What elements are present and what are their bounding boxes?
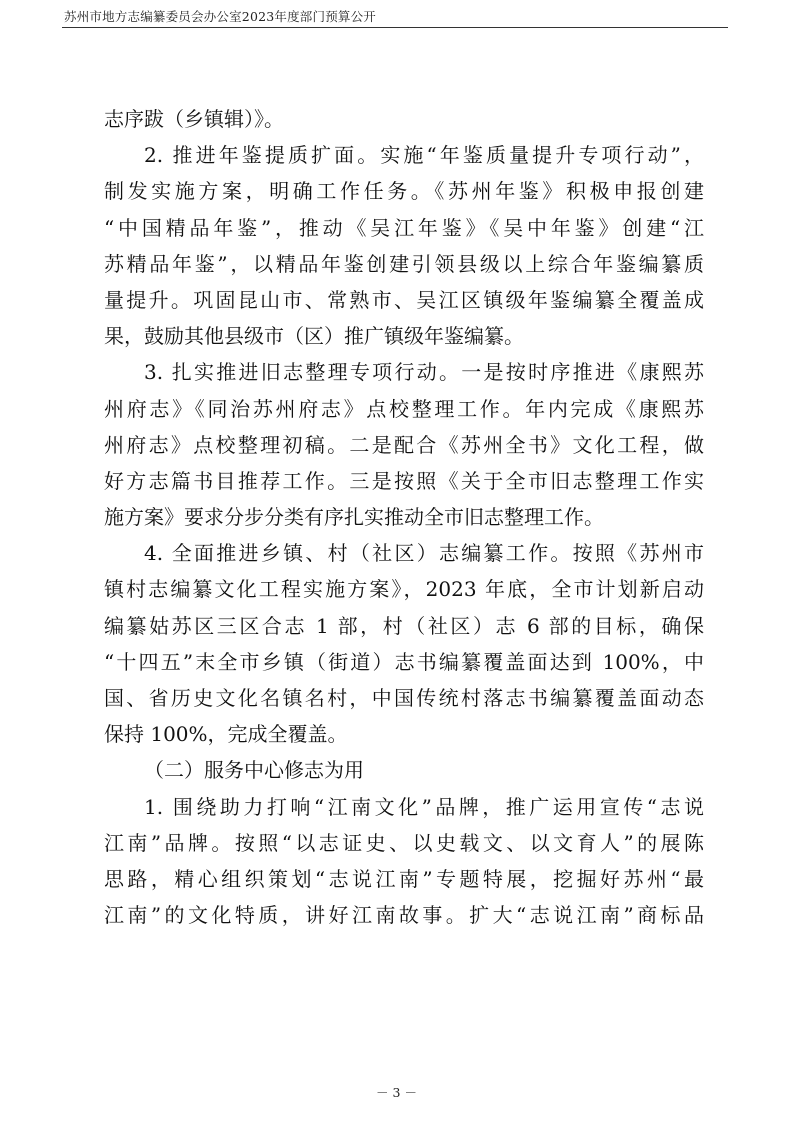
- text-line: 江南”品牌。按照“以志证史、以史载文、以文育人”的展陈: [104, 830, 704, 855]
- paragraph-first-line: 4. 全面推进乡镇、村（社区）志编纂工作。按照《苏州市: [144, 541, 704, 566]
- text-line: 苏精品年鉴”，以精品年鉴创建引领县级以上综合年鉴编纂质: [104, 251, 704, 276]
- text-line: 编纂姑苏区三区合志 1 部，村（社区）志 6 部的目标，确保: [104, 613, 704, 638]
- text-line: 好方志篇书目推荐工作。三是按照《关于全市旧志整理工作实: [104, 468, 704, 493]
- text-line: 国、省历史文化名镇名村，中国传统村落志书编纂覆盖面动态: [104, 686, 704, 710]
- text-line: 江南”的文化特质，讲好江南故事。扩大“志说江南”商标品: [104, 903, 704, 928]
- text-line: 镇村志编纂文化工程实施方案》，2023 年底，全市计划新启动: [104, 577, 704, 602]
- paragraph-first-line: 3. 扎实推进旧志整理专项行动。一是按时序推进《康熙苏: [144, 360, 704, 385]
- paragraph-first-line: 1. 围绕助力打响“江南文化”品牌，推广运用宣传“志说: [144, 794, 704, 819]
- text-line: “中国精品年鉴”，推动《吴江年鉴》《吴中年鉴》创建“江: [104, 215, 704, 240]
- text-line: 制发实施方案，明确工作任务。《苏州年鉴》积极申报创建: [104, 179, 704, 204]
- text-line: 施方案》要求分步分类有序扎实推动全市旧志整理工作。: [104, 505, 604, 530]
- text-line: “十四五”末全市乡镇（街道）志书编纂覆盖面达到 100%，中: [104, 649, 704, 674]
- text-line: 志序跋（乡镇辑）》。: [104, 107, 284, 131]
- paragraph-first-line: 2. 推进年鉴提质扩面。实施“年鉴质量提升专项行动”，: [144, 143, 704, 168]
- text-line: 果，鼓励其他县级市（区）推广镇级年鉴编纂。: [104, 324, 524, 349]
- text-line: 州府志》点校整理初稿。二是配合《苏州全书》文化工程，做: [104, 432, 704, 457]
- document-header: 苏州市地方志编纂委员会办公室2023年度部门预算公开: [64, 9, 377, 24]
- text-line: 保持 100%，完成全覆盖。: [104, 722, 348, 747]
- text-line: 量提升。巩固昆山市、常熟市、吴江区镇级年鉴编纂全覆盖成: [104, 287, 704, 312]
- header-divider: [62, 27, 728, 28]
- document-body: [104, 101, 704, 933]
- text-line: 思路，精心组织策划“志说江南”专题特展，挖掘好苏州“最: [104, 866, 704, 891]
- text-line: 州府志》《同治苏州府志》点校整理工作。年内完成《康熙苏: [104, 396, 704, 421]
- page-number: － 3 －: [376, 1085, 417, 1100]
- section-heading: （二）服务中心修志为用: [144, 758, 364, 783]
